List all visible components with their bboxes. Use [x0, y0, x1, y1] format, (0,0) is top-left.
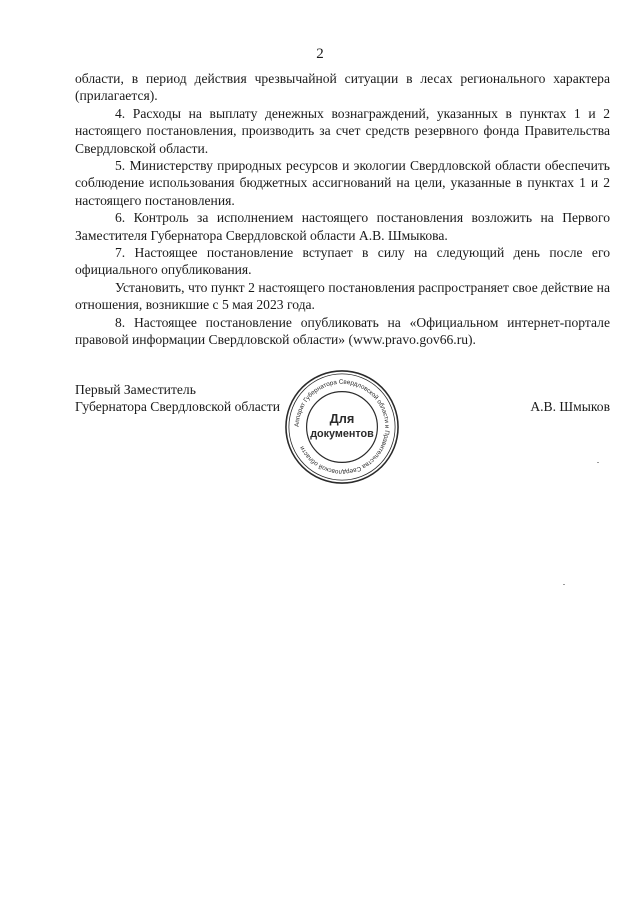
paragraph-item-7: 7. Настоящее постановление вступает в силу на следующий день после его официального опубликования.: [75, 245, 610, 278]
paragraph-item-7-note: Установить, что пункт 2 настоящего постановления распространяет свое действие на отношения, возникшие с 5 мая 2023 года.: [75, 279, 610, 313]
stamp-center-line2: документов: [310, 427, 374, 440]
document-body: [75, 70, 610, 349]
signatory-title-line1: Первый Заместитель: [75, 382, 196, 397]
signatory-title-line2: Губернатора Свердловской области: [75, 399, 281, 415]
stamp-seal-icon: [283, 368, 401, 486]
signatory-name: А.В. Шмыков: [530, 399, 610, 415]
stamp-center-line1: Для: [329, 411, 355, 427]
stamp-ring-text: Аппарат Губернатора Свердловской области и Правительства Свердловской области: [293, 378, 391, 476]
paragraph-item-6: 6. Контроль за исполнением настоящего постановления возложить на Первого Заместителя Губернатора Свердловской области А.В. Шмыкова.: [75, 210, 610, 243]
paragraph-item-5: 5. Министерству природных ресурсов и экологии Свердловской области обеспечить соблюдение использования бюджетных ассигнований на цели, указанные в пунктах 1 и 2 настоящего постановления.: [75, 158, 610, 208]
paragraph-item-4: 4. Расходы на выплату денежных вознаграждений, указанных в пунктах 1 и 2 настоящего постановления, производить за счет средств резервного фонда Правительства Свердловской области.: [75, 105, 610, 156]
page-number: 2: [316, 46, 324, 62]
scan-speck: [597, 462, 599, 463]
paragraph-continuation: области, в период действия чрезвычайной ситуации в лесах регионального характера (прилагается).: [75, 71, 610, 104]
paragraph-item-8: 8. Настоящее постановление опубликовать на «Официальном интернет-портале правовой информации Свердловской области» (www.pravo.gov66.ru).: [75, 314, 610, 348]
scan-speck: [563, 584, 565, 585]
official-stamp: [283, 368, 401, 486]
